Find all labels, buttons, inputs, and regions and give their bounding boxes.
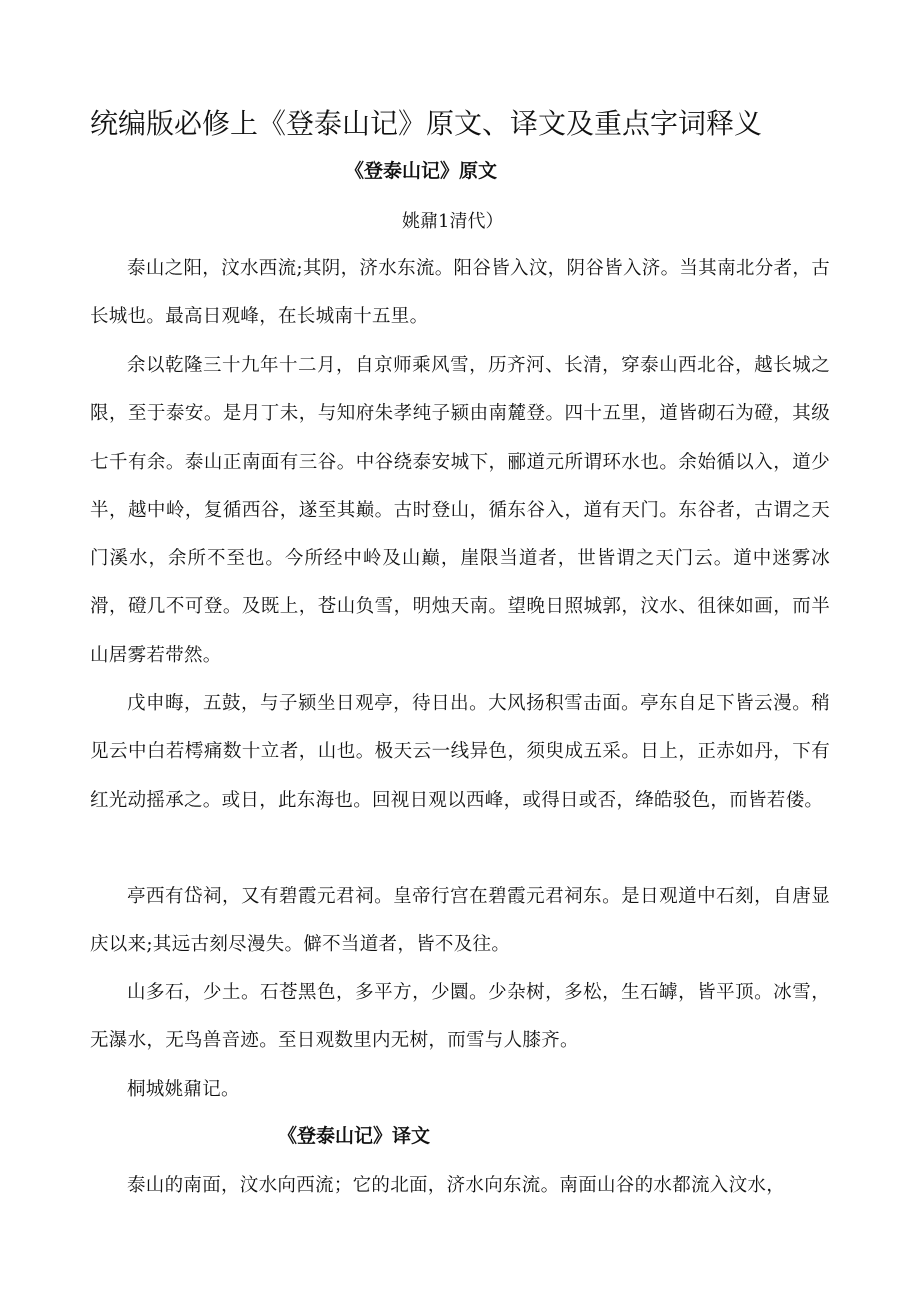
original-paragraph: 泰山之阳，汶水西流;其阴，济水东流。阳谷皆入汶，阴谷皆入济。当其南北分者，古长城也。最高日观峰，在长城南十五里。 xyxy=(90,258,830,328)
document-title: 统编版必修上《登泰山记》原文、译文及重点字词释义 xyxy=(90,107,763,140)
original-signature-line: 桐城姚鼐记。 xyxy=(127,1079,240,1100)
author-line: 姚鼐1清代） xyxy=(402,211,504,232)
original-text-heading: 《登泰山记》原文 xyxy=(345,160,498,182)
translation-paragraph: 泰山的南面，汶水向西流；它的北面，济水向东流。南面山谷的水都流入汶水， xyxy=(127,1175,786,1196)
original-paragraph: 戊申晦，五鼓，与子颍坐日观亭，待日出。大风扬积雪击面。亭东自足下皆云漫。稍见云中白若樗痛数十立者，山也。极天云一线异色，须臾成五采。日上，正赤如丹，下有红光动摇承之。或日，此东海也。回视日观以西峰，或得日或否，绛皓驳色，而皆若偻。 xyxy=(90,693,830,811)
translation-heading: 《登泰山记》译文 xyxy=(278,1125,431,1147)
original-paragraph: 余以乾隆三十九年十二月，自京师乘风雪，历齐河、长清，穿泰山西北谷，越长城之限，至于泰安。是月丁未，与知府朱孝纯子颍由南麓登。四十五里，道皆砌石为磴，其级七千有余。泰山正南面有三谷。中谷绕泰安城下，郦道元所谓环水也。余始循以入，道少半，越中岭，复循西谷，遂至其巅。古时登山，循东谷入，道有天门。东谷者，古谓之天门溪水，余所不至也。今所经中岭及山巅，崖限当道者，世皆谓之天门云。道中迷雾冰滑，磴几不可登。及既上，苍山负雪，明烛天南。望晚日照城郭，汶水、徂徕如画，而半山居雾若带然。 xyxy=(90,355,830,666)
original-paragraph: 山多石，少土。石苍黑色，多平方，少圜。少杂树，多松，生石罅，皆平顶。冰雪，无瀑水，无鸟兽音迹。至日观数里内无树，而雪与人膝齐。 xyxy=(90,982,830,1052)
original-paragraph: 亭西有岱祠，又有碧霞元君祠。皇帝行宫在碧霞元君祠东。是日观道中石刻，自唐显庆以来;其远古刻尽漫失。僻不当道者，皆不及往。 xyxy=(90,886,830,956)
